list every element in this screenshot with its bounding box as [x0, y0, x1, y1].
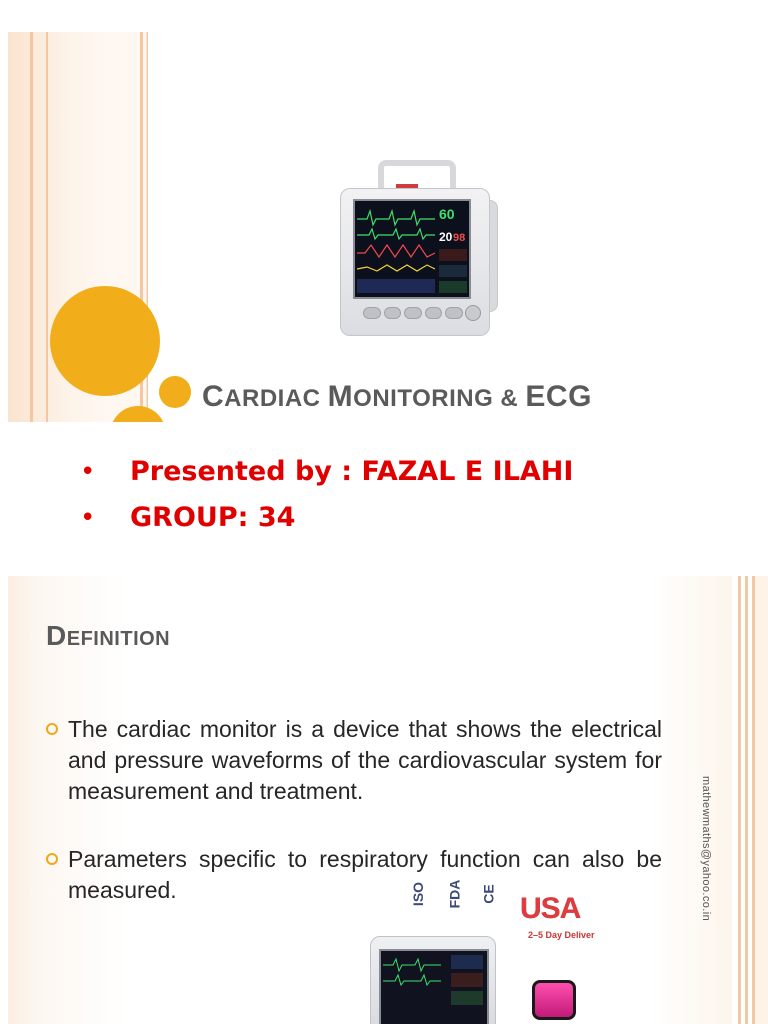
definition-text-1: The cardiac monitor is a device that shows the electrical and pressure waveforms of the cardiovascular system for measurement and treatment. [68, 716, 662, 804]
iso-logo-icon: ISO [410, 881, 427, 907]
cardiac-monitor-image [334, 160, 500, 336]
right-decorative-stripes [736, 576, 768, 1024]
title-part-ecg: ECG [525, 380, 592, 413]
definition-text-2: Parameters specific to respiratory function can also be measured. [68, 846, 662, 903]
presenter-info [0, 422, 768, 574]
decorative-stripe [46, 32, 48, 422]
title-initial-c: C [202, 380, 225, 413]
monitor-screen [353, 199, 471, 299]
email-watermark: mathewmaths@yahoo.co.in [700, 776, 712, 922]
top-whitespace [0, 0, 768, 32]
group-number: GROUP: 34 [130, 502, 296, 533]
ce-logo-icon: CE [480, 884, 497, 904]
cardiac-monitor-image-2 [370, 936, 496, 1024]
title-part-ardiac: ARDIAC [224, 385, 328, 412]
pulse-oximeter-image [532, 980, 576, 1020]
decorative-circle-large [50, 286, 160, 396]
title-slide [0, 0, 768, 422]
bullet-dot: • [80, 456, 96, 487]
heading-initial-d: D [46, 620, 67, 651]
screen-heart-rate: 60 [439, 206, 455, 222]
bullet-group [80, 502, 295, 533]
delivery-label: 2–5 Day Deliver [528, 930, 595, 940]
slide-title [202, 380, 592, 414]
presenter-name: Presented by : FAZAL E ILAHI [130, 456, 574, 487]
screen-spo2: 98 [453, 232, 466, 244]
fda-logo-icon: FDA [446, 879, 463, 909]
screen-resp-rate: 20 [439, 230, 453, 244]
monitor-screen-2 [379, 949, 489, 1024]
monitor-body [340, 188, 490, 336]
certification-logos [406, 879, 498, 909]
ecg-waveform-graphic [355, 201, 469, 297]
definition-slide [0, 576, 768, 1024]
bullet-presenter [80, 456, 573, 487]
bullet-dot: • [80, 502, 96, 533]
monitor-buttons [363, 307, 463, 319]
decorative-stripe [30, 32, 33, 422]
definition-heading [46, 620, 170, 652]
monitor-knob [465, 305, 481, 321]
title-part-onitoring: ONITORING & [353, 385, 526, 412]
circle-bullet-icon [46, 853, 58, 865]
usa-logo: USA [520, 892, 581, 925]
title-initial-m: M [327, 380, 354, 413]
decorative-circle-small [159, 376, 191, 408]
definition-bullet-1 [46, 714, 662, 807]
heading-rest: EFINITION [66, 628, 171, 650]
circle-bullet-icon [46, 723, 58, 735]
